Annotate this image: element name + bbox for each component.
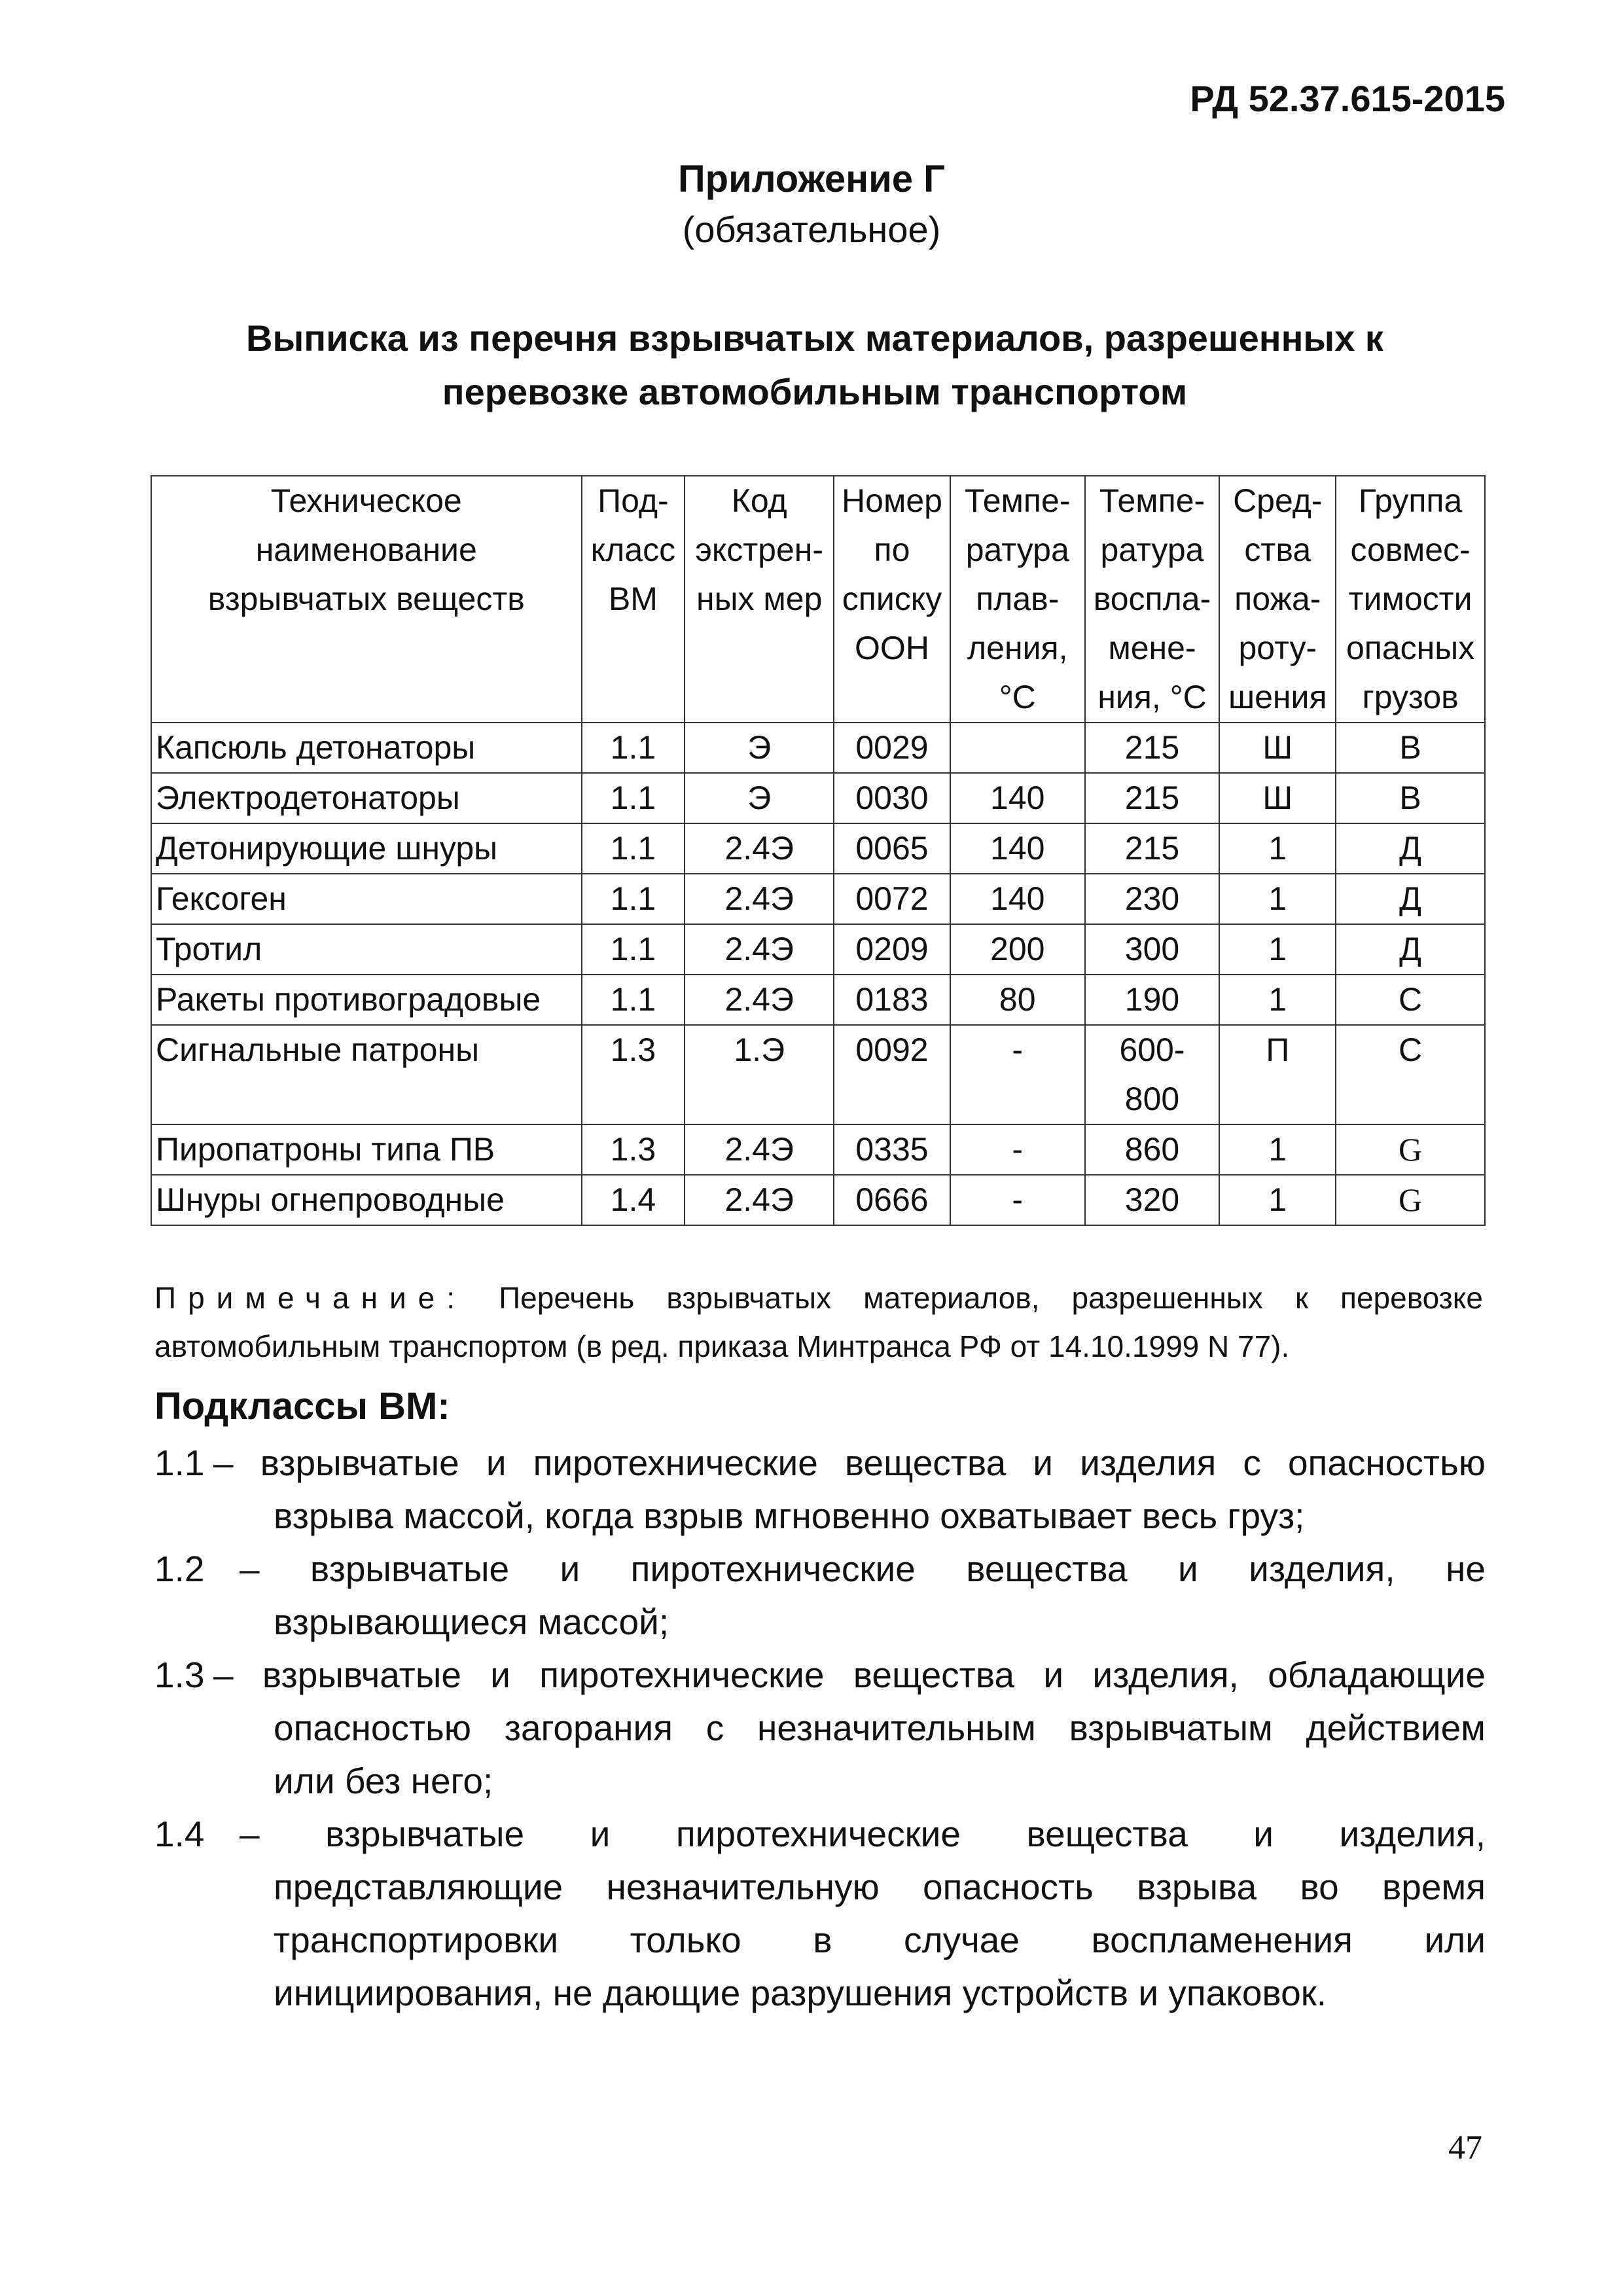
explosives-table [151,475,1486,1226]
table-cell: 0029 [834,723,950,773]
header-subclass: Под- класс ВМ [582,476,685,723]
table-cell: Электродетонаторы [151,773,582,823]
table-cell: 860 [1085,1124,1220,1175]
table-cell: 190 [1085,975,1220,1025]
ignition-temp-range: 600- 800 [1085,1025,1220,1124]
table-cell: 2.4Э [685,823,834,874]
table-cell: 1 [1219,1175,1336,1225]
table-cell: Ш [1219,773,1336,823]
table-row [151,1124,1485,1175]
table-cell: 80 [950,975,1085,1025]
table-cell: G [1336,1124,1485,1175]
table-cell: 0072 [834,874,950,924]
table-cell: - [950,1025,1085,1124]
subclass-item: 1.1 – взрывчатые и пиротехнические вещества и изделия с опасностью взрыва массой, когда взрыв мгновенно охватывает весь груз; [154,1443,1486,1536]
table-row [151,723,1485,773]
table-cell: 140 [950,823,1085,874]
table-cell: 2.4Э [685,924,834,975]
table-cell: 140 [950,874,1085,924]
table-cell: С [1336,1025,1485,1124]
table-cell: 1.4 [582,1175,685,1225]
table-row [151,1175,1485,1225]
table-cell: 1.1 [582,874,685,924]
header-compat-group: Группа совмес- тимости опасных грузов [1336,476,1485,723]
table-cell: 1 [1219,1124,1336,1175]
table-cell: Детонирующие шнуры [151,823,582,874]
table-cell: 215 [1085,723,1220,773]
document-code: РД 52.37.615-2015 [1190,78,1505,119]
table-cell: С [1336,975,1485,1025]
table-cell: 0183 [834,975,950,1025]
table-header-row [151,476,1485,723]
table-cell: 230 [1085,874,1220,924]
table-row [151,773,1485,823]
subclass-item: 1.2 – взрывчатые и пиротехнические вещества и изделия, не взрывающиеся массой; [154,1549,1486,1642]
header-melting-temp: Темпе- ратура плав- ления, °С [950,476,1085,723]
table-cell: 200 [950,924,1085,975]
table-cell: 1.1 [582,773,685,823]
table-cell: - [950,1124,1085,1175]
table-cell: Ракеты противоградовые [151,975,582,1025]
header-ignition-temp: Темпе- ратура воспла- мене- ния, °С [1085,476,1220,723]
table-cell: 0666 [834,1175,950,1225]
table-cell: 2.4Э [685,1175,834,1225]
table-cell: 2.4Э [685,975,834,1025]
table-cell: Шнуры огнепроводные [151,1175,582,1225]
table-cell: Пиропатроны типа ПВ [151,1124,582,1175]
table-cell: 1 [1219,924,1336,975]
table-cell: В [1336,773,1485,823]
table-cell: 1.1 [582,924,685,975]
table-cell: В [1336,723,1485,773]
header-emergency-code: Код экстрен- ных мер [685,476,834,723]
table-row [151,823,1485,874]
document-title [216,312,1414,419]
table-row [151,924,1485,975]
table-cell: 1.3 [582,1124,685,1175]
table-cell: 1 [1219,823,1336,874]
table-cell: 1.1 [582,975,685,1025]
table-cell: 0209 [834,924,950,975]
header-extinguishing: Сред- ства пожа- роту- шения [1219,476,1336,723]
table-cell: 1.1 [582,723,685,773]
table-row [151,874,1485,924]
table-cell: Э [685,773,834,823]
table-cell: 215 [1085,773,1220,823]
table-cell: Тротил [151,924,582,975]
table-cell: 300 [1085,924,1220,975]
table-cell: 0092 [834,1025,950,1124]
table-cell: G [1336,1175,1485,1225]
table-cell: 140 [950,773,1085,823]
table-cell: 1.3 [582,1025,685,1124]
table-cell: 1 [1219,975,1336,1025]
table-cell: 2.4Э [685,1124,834,1175]
table-cell: Сигнальные патроны [151,1025,582,1124]
table-cell: Капсюль детонаторы [151,723,582,773]
title-line-1: Выписка из перечня взрывчатых материалов, разрешенных к [246,317,1383,359]
subclass-item: 1.3 – взрывчатые и пиротехнические вещества и изделия, обладающие опасностью загорания с незначительным взрывчатым действием или без него; [154,1655,1486,1801]
appendix-title: Приложение Г [677,158,946,200]
note-label: Примечание: [154,1281,467,1315]
table-note [154,1274,1483,1371]
table-row [151,975,1485,1025]
table-cell: 2.4Э [685,874,834,924]
table-cell: 1 [1219,874,1336,924]
table-cell: - [950,1175,1085,1225]
header-name: Техническое наименование взрывчатых веществ [151,476,582,723]
table-cell: 0065 [834,823,950,874]
table-cell: 320 [1085,1175,1220,1225]
header-un-number: Номер по списку ООН [834,476,950,723]
note-text: Перечень взрывчатых материалов, разрешенных к перевозке автомобильным транспортом (в ред. приказа Минтранса РФ от 14.10.1999 N 77). [154,1281,1484,1363]
table-cell: 0335 [834,1124,950,1175]
subclass-item: 1.4 – взрывчатые и пиротехнические вещества и изделия, представляющие незначительную опасность взрыва во время транспортировки только в случае воспламенения или инициирования, не дающие разрушения устройств и упаковок. [154,1814,1486,2013]
table-cell: 215 [1085,823,1220,874]
table-cell: Д [1336,924,1485,975]
subclasses-heading: Подклассы ВМ: [154,1385,450,1427]
table-cell: Ш [1219,723,1336,773]
table-cell: 1.Э [685,1025,834,1124]
title-line-2: перевозке автомобильным транспортом [442,371,1188,412]
table-cell: Э [685,723,834,773]
page-number: 47 [1448,2129,1482,2166]
table-cell: Д [1336,874,1485,924]
table-cell: 0030 [834,773,950,823]
table-cell: Гексоген [151,874,582,924]
table-cell: П [1219,1025,1336,1124]
table-cell: Д [1336,823,1485,874]
table-row [151,1025,1485,1124]
appendix-subtitle: (обязательное) [682,209,941,250]
table-cell: 1.1 [582,823,685,874]
table-cell [950,723,1085,773]
